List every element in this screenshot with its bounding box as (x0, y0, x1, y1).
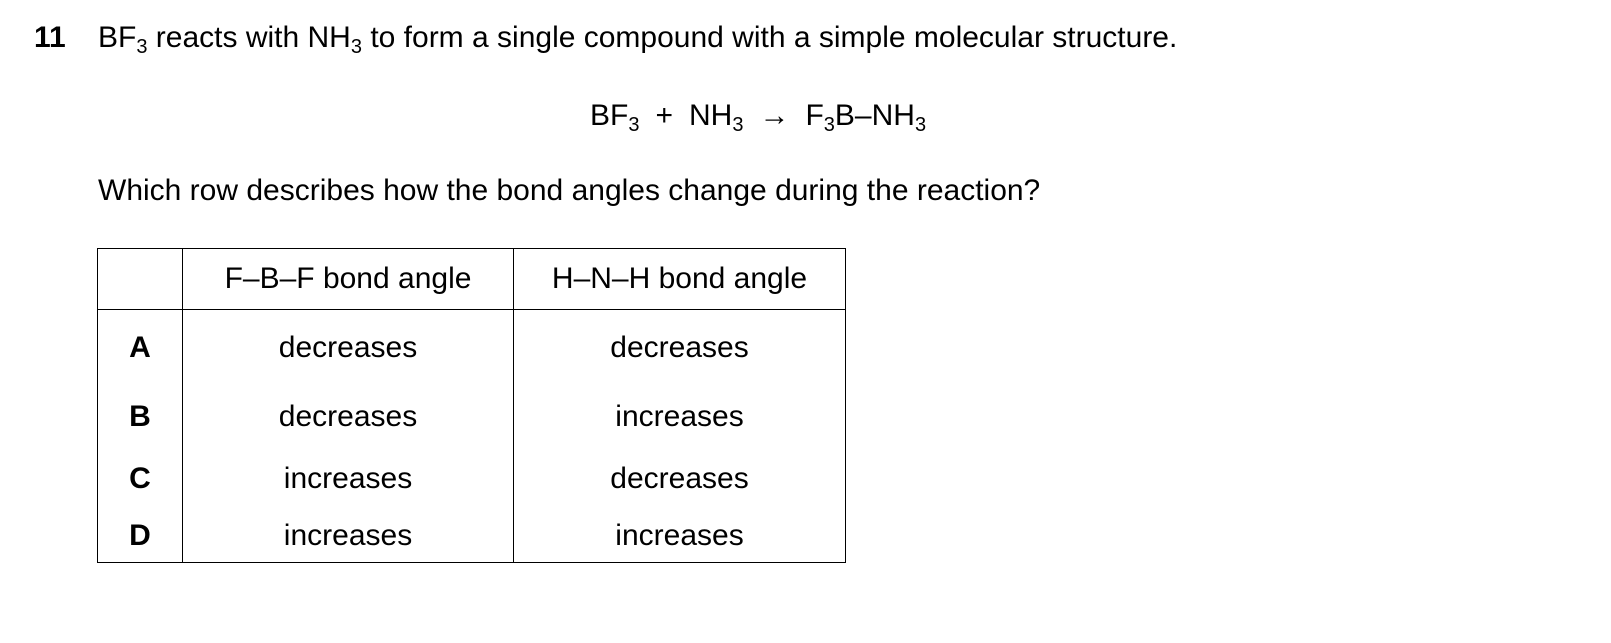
reaction-arrow: → (759, 99, 790, 132)
hnh-value: decreases (514, 310, 846, 387)
reactant-bf-subscript: 3 (628, 114, 640, 136)
table-header-row (98, 249, 846, 310)
stem-end: to form a single compound with a simple molecular structure. (361, 21, 1178, 54)
header-blank (98, 249, 183, 310)
fbf-value: increases (183, 448, 514, 510)
hnh-value: increases (514, 386, 846, 448)
question-stem (98, 18, 1177, 58)
table-row-c (98, 448, 846, 510)
header-hnh-angle: H–N–H bond angle (514, 249, 846, 310)
question-number: 11 (34, 21, 66, 54)
header-fbf-angle: F–B–F bond angle (183, 249, 514, 310)
reactant-bf: BF (590, 99, 629, 132)
table-row-a (98, 310, 846, 387)
reactant-nh: NH (689, 99, 733, 132)
reaction-equation (590, 96, 926, 136)
stem-bf: BF (98, 21, 137, 54)
plus-sign: + (655, 99, 673, 132)
table-row-b (98, 386, 846, 448)
option-letter: B (98, 386, 183, 448)
stem-middle: reacts with NH (147, 21, 351, 54)
table-row-d (98, 510, 846, 563)
hnh-value: increases (514, 510, 846, 563)
answer-table (97, 248, 846, 563)
stem-nh-subscript: 3 (350, 36, 362, 58)
fbf-value: decreases (183, 386, 514, 448)
option-letter: C (98, 448, 183, 510)
reactant-nh-subscript: 3 (732, 114, 744, 136)
product-f-subscript: 3 (823, 114, 835, 136)
option-letter: D (98, 510, 183, 563)
option-letter: A (98, 310, 183, 387)
product-f: F (805, 99, 824, 132)
stem-bf-subscript: 3 (136, 36, 148, 58)
question-prompt: Which row describes how the bond angles change during the reaction? (98, 174, 1041, 207)
product-subscript: 3 (914, 114, 927, 136)
fbf-value: increases (183, 510, 514, 563)
product-rest: B–NH (834, 99, 915, 132)
fbf-value: decreases (183, 310, 514, 387)
hnh-value: decreases (514, 448, 846, 510)
